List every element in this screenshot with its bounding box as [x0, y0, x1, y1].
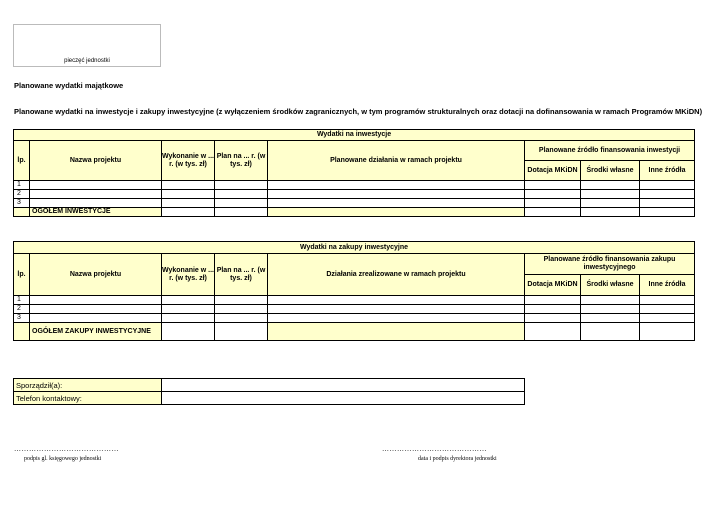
col-funding-sources: Planowane źródło finansowania zakupu inwestycyjnego [525, 254, 695, 275]
table-row: 1 [14, 296, 695, 305]
col-dotacja: Dotacja MKiDN [525, 161, 581, 181]
prepared-by-field[interactable] [162, 379, 525, 392]
table-row: 3 [14, 199, 695, 208]
phone-label: Telefon kontaktowy: [14, 392, 162, 405]
total-label: OGÓŁEM ZAKUPY INWESTYCYJNE [30, 323, 162, 341]
page-heading: Planowane wydatki majątkowe [14, 81, 124, 90]
signature-line-left: …………………………………… [14, 445, 119, 453]
purchases-title: Wydatki na zakupy inwestycyjne [14, 242, 695, 254]
investments-table [13, 129, 695, 217]
signature-label-right: data i podpis dyrektora jednostki [418, 456, 497, 462]
col-own-funds: Środki własne [581, 275, 640, 296]
investments-title: Wydatki na inwestycje [14, 130, 695, 141]
col-actions: Planowane działania w ramach projektu [268, 141, 525, 181]
signature-label-left: podpis gl. księgowego jednostki [24, 456, 102, 462]
col-project-name: Nazwa projektu [30, 141, 162, 181]
col-execution: Wykonanie w ... r. (w tys. zł) [162, 141, 215, 181]
col-own-funds: Środki własne [581, 161, 640, 181]
col-plan: Plan na ... r. (w tys. zł) [215, 141, 268, 181]
col-funding-sources: Planowane źródło finansowania inwestycji [525, 141, 695, 161]
total-row [14, 208, 695, 217]
investment-purchases-table [13, 241, 695, 341]
col-lp: lp. [14, 141, 30, 181]
col-other-sources: Inne źródła [640, 275, 695, 296]
page-subheading: Planowane wydatki na inwestycje i zakupy inwestycyjne (z wyłączeniem środków zagranicznych, w tym programów strukturalnych oraz dotacji na dofinansowania w ramach Programów MKiDN) [14, 107, 703, 116]
contact-info-table [13, 378, 525, 405]
stamp-label: pieczęć jednostki [64, 58, 110, 64]
table-row: 2 [14, 190, 695, 199]
signature-line-right: …………………………………… [382, 445, 487, 453]
col-dotacja: Dotacja MKiDN [525, 275, 581, 296]
col-execution: Wykonanie w ... r. (w tys. zł) [162, 254, 215, 296]
prepared-by-label: Sporządził(a): [14, 379, 162, 392]
col-project-name: Nazwa projektu [30, 254, 162, 296]
col-other-sources: Inne źródła [640, 161, 695, 181]
table-row: 1 [14, 181, 695, 190]
col-plan: Plan na ... r. (w tys. zł) [215, 254, 268, 296]
col-actions: Działania zrealizowane w ramach projektu [268, 254, 525, 296]
total-label: OGÓŁEM INWESTYCJE [30, 208, 162, 217]
phone-field[interactable] [162, 392, 525, 405]
col-lp: lp. [14, 254, 30, 296]
total-row [14, 323, 695, 341]
stamp-box [13, 24, 161, 67]
table-row: 2 [14, 305, 695, 314]
table-row: 3 [14, 314, 695, 323]
